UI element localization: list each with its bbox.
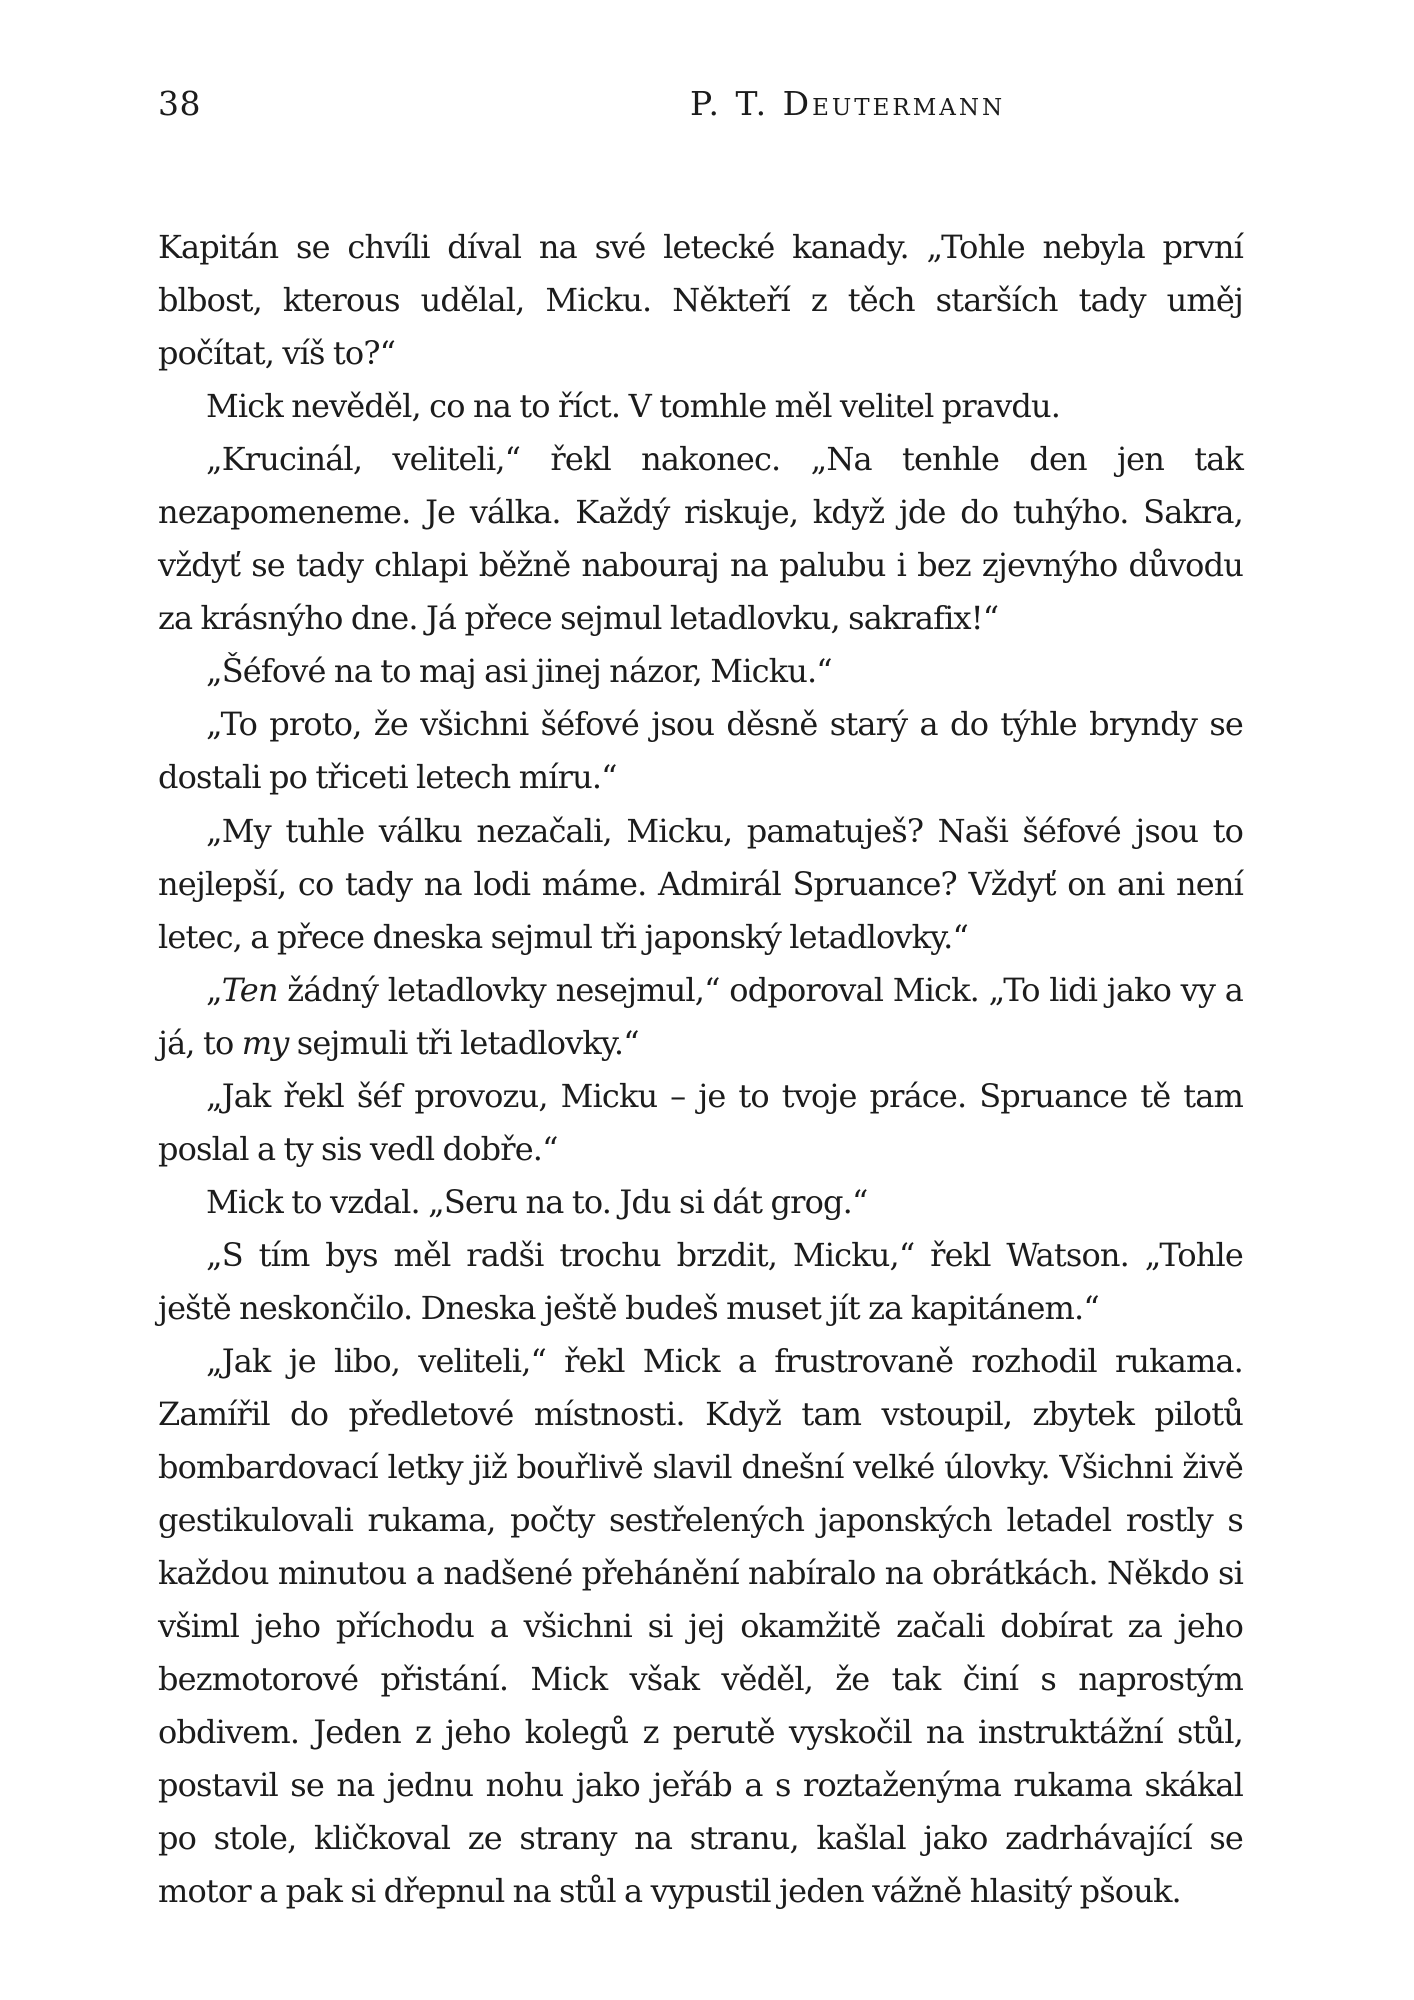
paragraph [158, 433, 1243, 645]
paragraph [158, 698, 1243, 804]
body-text [158, 221, 1243, 1919]
paragraph [158, 1176, 1243, 1229]
running-head-author: P. T. Deutermann [690, 84, 1006, 123]
paragraph [158, 221, 1243, 380]
text-segment: sejmuli tři letadlovky.“ [288, 1023, 639, 1062]
text-segment: „My tuhle válku nezačali, Micku, pamatuješ? Naši šéfové jsou to nejlepší, co tady na lodi máme. Admirál Spruance? Vždyť on ani není letec, a přece dneska sejmul tři japonský letadlovky.“ [158, 811, 1243, 956]
paragraph [158, 645, 1243, 698]
page-number: 38 [158, 84, 201, 123]
paragraph [158, 1229, 1243, 1335]
paragraph [158, 805, 1243, 964]
paragraph [158, 380, 1243, 433]
text-segment: Mick nevěděl, co na to říct. V tomhle měl velitel pravdu. [206, 387, 1061, 426]
text-segment: „Krucinál, veliteli,“ řekl nakonec. „Na tenhle den jen tak nezapomeneme. Je válka. Každý riskuje, když jde do tuhýho. Sakra, vždyť se tady chlapi běžně nabouraj na palubu i bez zjevnýho důvodu za krásnýho dne. Já přece sejmul letadlovku, sakrafix!“ [158, 440, 1243, 638]
text-segment: „ [206, 970, 222, 1009]
text-segment: Kapitán se chvíli díval na své letecké kanady. „Tohle nebyla první blbost, kterous udělal, Micku. Někteří z těch starších tady uměj počítat, víš to?“ [158, 228, 1243, 373]
text-segment: „Jak řekl šéf provozu, Micku – je to tvoje práce. Spruance tě tam poslal a ty sis vedl dobře.“ [158, 1076, 1243, 1168]
paragraph [158, 1070, 1243, 1176]
italic-emphasis: Ten [221, 970, 278, 1009]
text-segment: Mick to vzdal. „Seru na to. Jdu si dát grog.“ [206, 1182, 868, 1221]
text-segment: „S tím bys měl radši trochu brzdit, Micku,“ řekl Watson. „Tohle ještě neskončilo. Dneska ještě budeš muset jít za kapitánem.“ [158, 1235, 1243, 1327]
italic-emphasis: my [241, 1023, 289, 1062]
page-header [158, 84, 1243, 134]
text-segment: „Šéfové na to maj asi jinej názor, Micku.“ [206, 652, 832, 691]
text-segment: „Jak je libo, veliteli,“ řekl Mick a frustrovaně rozhodil rukama. Zamířil do předletové místnosti. Když tam vstoupil, zbytek pilotů bombardovací letky již bouřlivě slavil dnešní velké úlovky. Všichni živě gestikulovali rukama, počty sestřelených japonských letadel rostly s každou minutou a nadšené přehánění nabíralo na obrátkách. Někdo si všiml jeho příchodu a všichni si jej okamžitě začali dobírat za jeho bezmotorové přistání. Mick však věděl, že tak činí s naprostým obdivem. Jeden z jeho kolegů z perutě vyskočil na instruktážní stůl, postavil se na jednu nohu jako jeřáb a s roztaženýma rukama skákal po stole, kličkoval ze strany na stranu, kašlal jako zadrhávající se motor a pak si dřepnul na stůl a vypustil jeden vážně hlasitý pšouk. [158, 1341, 1243, 1911]
text-segment: „To proto, že všichni šéfové jsou děsně starý a do týhle bryndy se dostali po třiceti letech míru.“ [158, 705, 1243, 797]
paragraph [158, 964, 1243, 1070]
text-segment: žádný letadlovky nesejmul,“ odporoval Mick. „To lidi jako vy a já, to [158, 970, 1243, 1062]
paragraph [158, 1335, 1243, 1919]
